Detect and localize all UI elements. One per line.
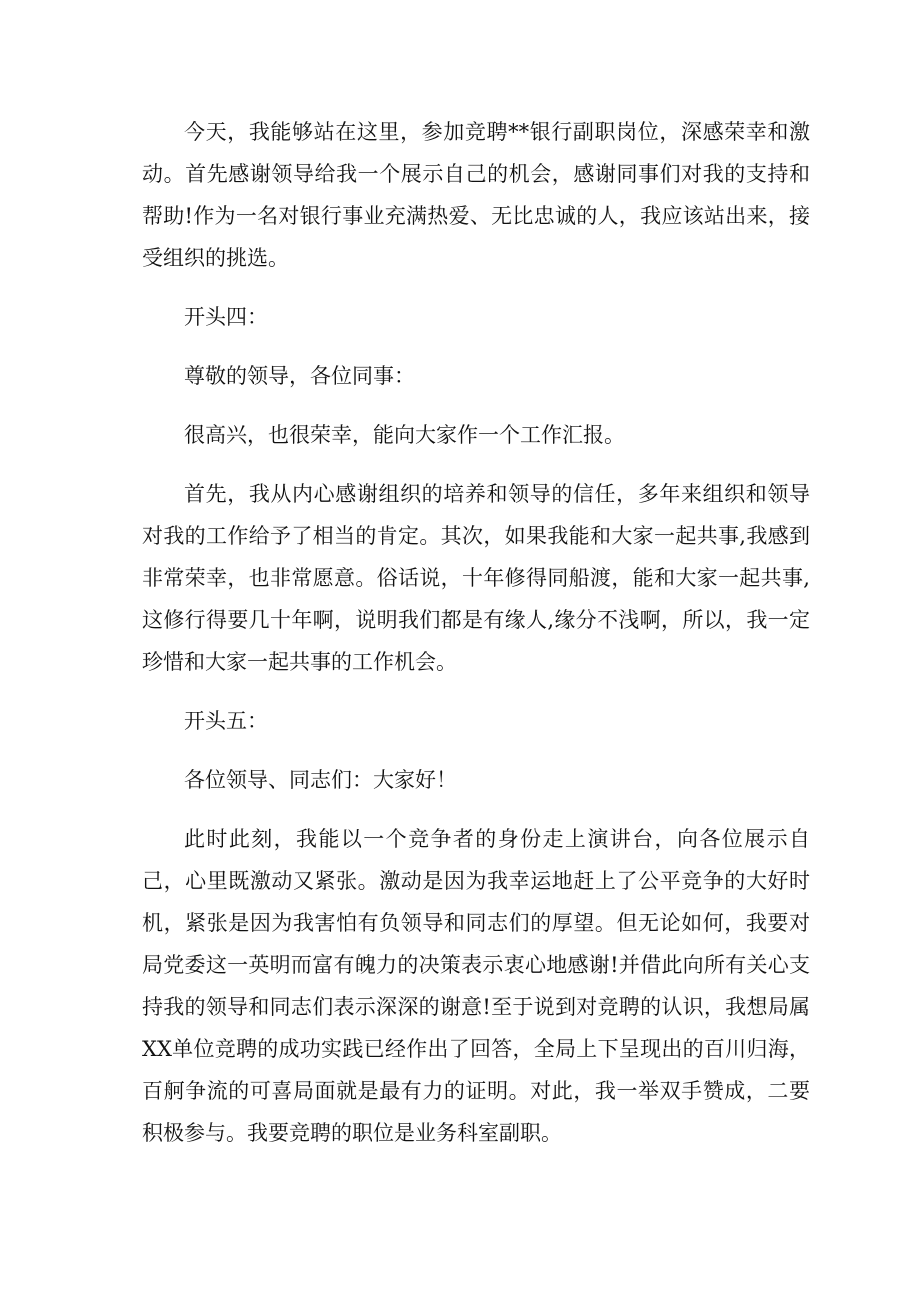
document-body (142, 111, 810, 1171)
greeting-paragraph: 很高兴，也很荣幸，能向大家作一个工作汇报。 (184, 423, 625, 447)
section-heading-opening-four: 开头四： (184, 305, 268, 329)
paragraph-gratitude: 首先，我从内心感谢组织的培养和领导的信任，多年来组织和领导对我的工作给予了相当的肯定。其次，如果我能和大家一起共事,我感到非常荣幸，也非常愿意。俗话说，十年修得同船渡，能和大家一起共事,这修行得要几十年啊，说明我们都是有缘人,缘分不浅啊，所以，我一定珍惜和大家一起共事的工作机会。 (142, 482, 810, 674)
salutation-paragraph: 尊敬的领导，各位同事： (184, 364, 415, 388)
paragraph-intro: 今天，我能够站在这里，参加竞聘**银行副职岗位，深感荣幸和激动。首先感谢领导给我一个展示自己的机会，感谢同事们对我的支持和帮助!作为一名对银行事业充满热爱、无比忠诚的人，我应该站出来，接受组织的挑选。 (142, 120, 810, 270)
paragraph-speech: 此时此刻，我能以一个竞争者的身份走上演讲台，向各位展示自己，心里既激动又紧张。激动是因为我幸运地赶上了公平竞争的大好时机，紧张是因为我害怕有负领导和同志们的厚望。但无论如何，我要对局党委这一英明而富有魄力的决策表示衷心地感谢!并借此向所有关心支持我的领导和同志们表示深深的谢意!至于说到对竞聘的认识，我想局属XX单位竞聘的成功实践已经作出了回答，全局上下呈现出的百川归海，百舸争流的可喜局面就是最有力的证明。对此，我一举双手赞成，二要积极参与。我要竞聘的职位是业务科室副职。 (142, 827, 810, 1145)
salutation-paragraph-2: 各位领导、同志们：大家好！ (184, 768, 457, 792)
section-heading-opening-five: 开头五： (184, 709, 268, 733)
